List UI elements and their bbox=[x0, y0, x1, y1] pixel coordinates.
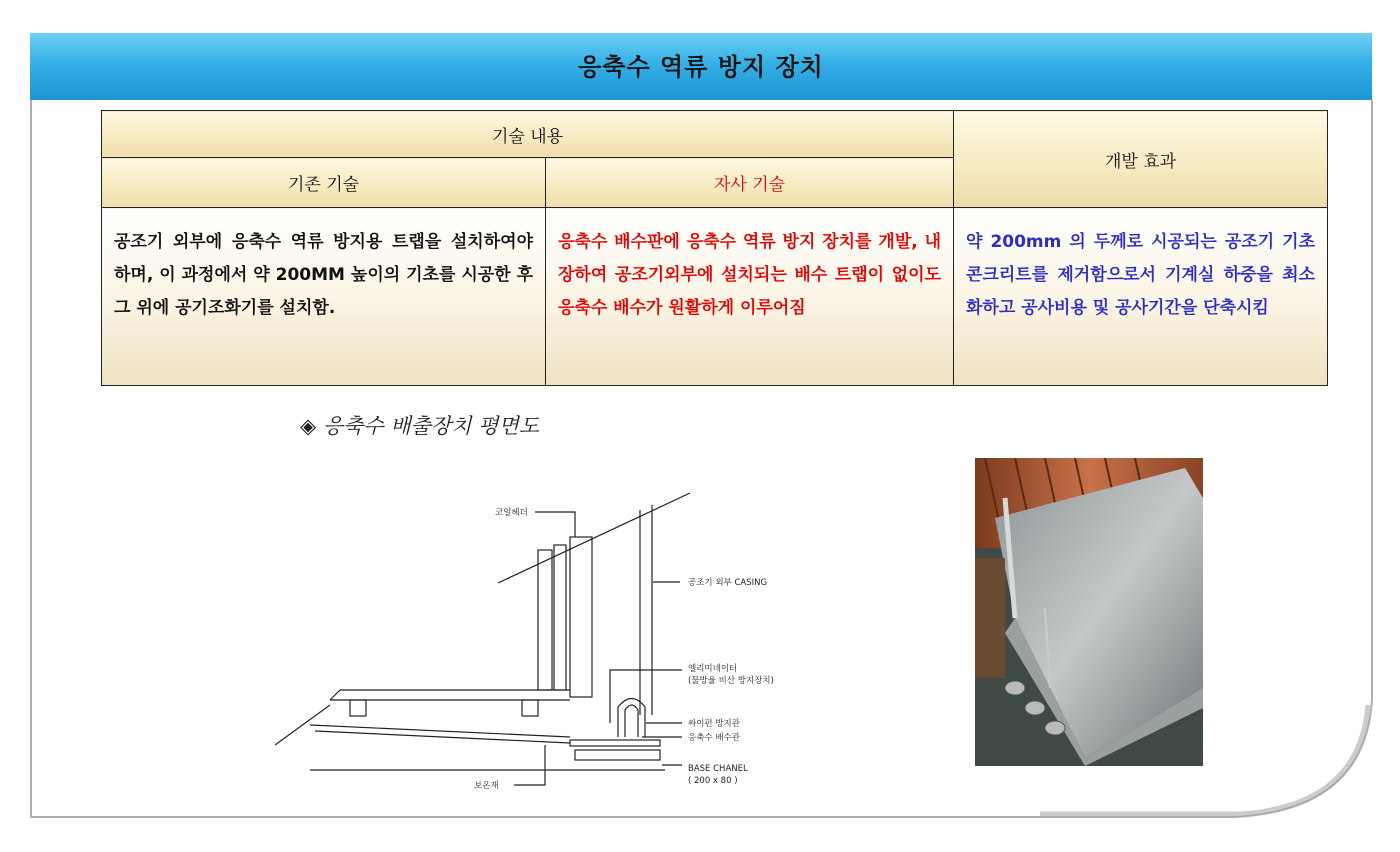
label-drain-pipe: 응축수 배수관 bbox=[688, 733, 740, 743]
label-base-size: ( 200 x 80 ) bbox=[688, 776, 738, 786]
company-tech-text: 응축수 배수판에 응축수 역류 방지 장치를 개발, 내장하여 공조기외부에 설치되는 배수 트랩이 없이도 응축수 배수가 원활하게 이루어짐 bbox=[546, 208, 954, 386]
comparison-table bbox=[101, 110, 1328, 386]
effect-header: 개발 효과 bbox=[954, 111, 1328, 208]
label-siphon: 싸이펀 방지관 bbox=[688, 719, 740, 729]
label-eliminator-sub: (물방울 비산 방지장치) bbox=[688, 676, 774, 686]
drain-device-diagram bbox=[270, 475, 830, 800]
label-insulation: 보온재 bbox=[474, 781, 499, 791]
title-bar bbox=[30, 33, 1372, 100]
label-base-channel: BASE CHANEL bbox=[688, 764, 748, 774]
label-casing: 공조기 외부 CASING bbox=[688, 578, 768, 588]
label-coil-header: 코일헤더 bbox=[495, 508, 528, 518]
effect-text: 약 200mm 의 두께로 시공되는 공조기 기초 콘크리트를 제거함으로서 기계실 하중을 최소화하고 공사비용 및 공사기간을 단축시킴 bbox=[954, 208, 1328, 386]
label-eliminator: 엘리미네이터 bbox=[688, 664, 738, 674]
device-photo bbox=[975, 458, 1203, 766]
diagram-caption: ◈ 응축수 배출장치 평면도 bbox=[300, 414, 540, 438]
existing-tech-text: 공조기 외부에 응축수 역류 방지용 트랩을 설치하여야 하며, 이 과정에서 약 200MM 높이의 기초를 시공한 후 그 위에 공기조화기를 설치함. bbox=[102, 208, 546, 386]
page-title: 응축수 역류 방지 장치 bbox=[578, 53, 824, 81]
tech-content-header: 기술 내용 bbox=[102, 111, 954, 158]
company-tech-header: 자사 기술 bbox=[546, 158, 954, 208]
existing-tech-header: 기존 기술 bbox=[102, 158, 546, 208]
